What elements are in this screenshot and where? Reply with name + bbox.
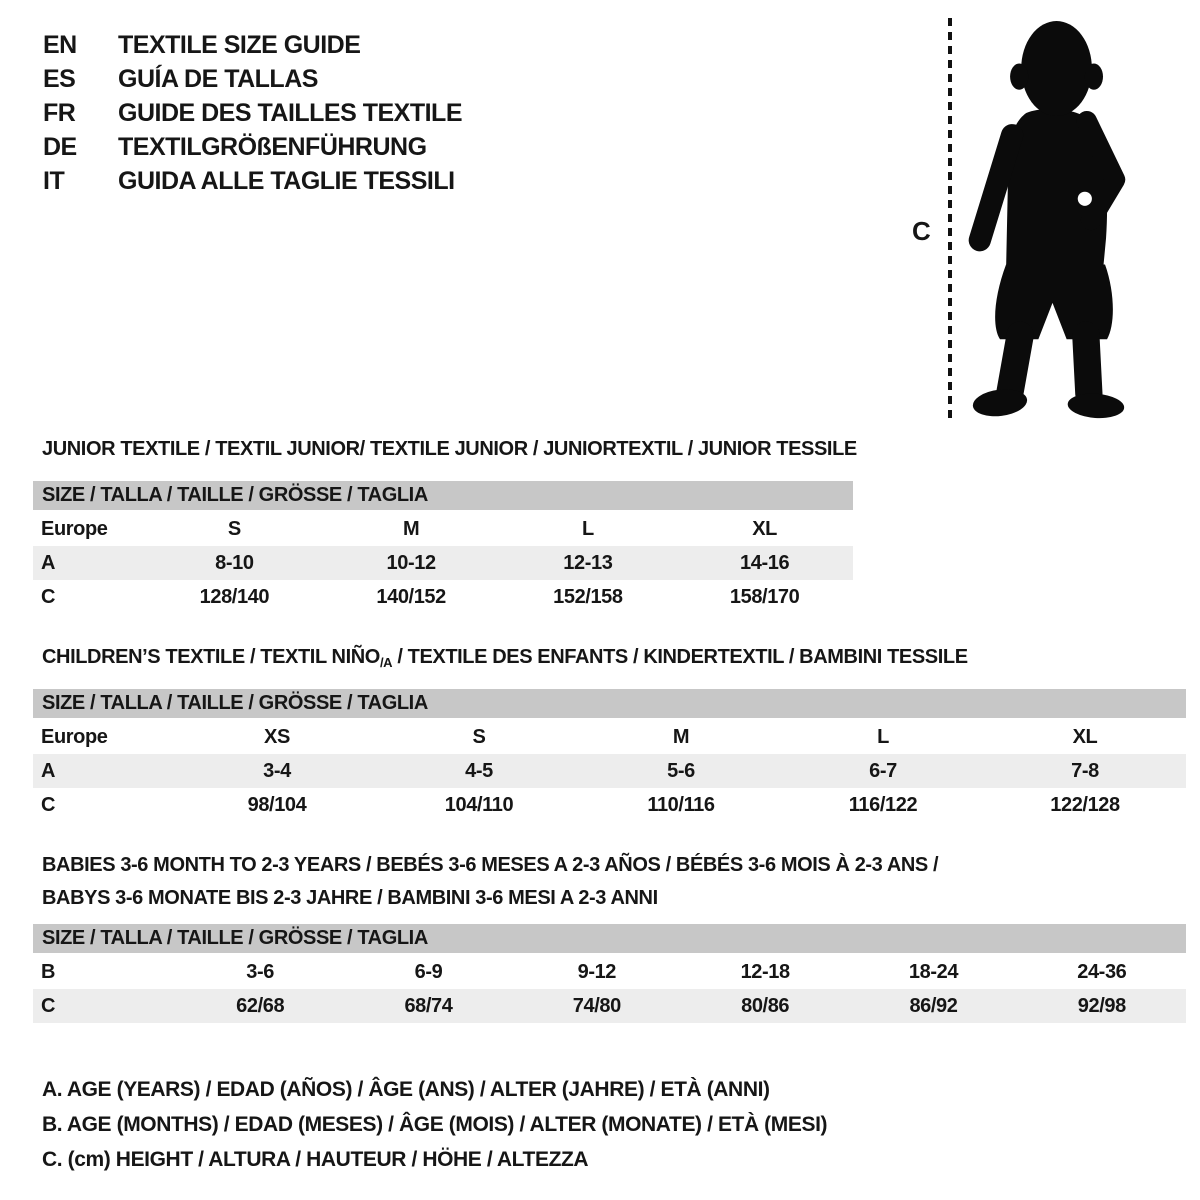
value-cell: L [877, 725, 889, 748]
size-header-bar: SIZE / TALLA / TAILLE / GRÖSSE / TAGLIA [33, 481, 853, 510]
language-row-fr [43, 96, 462, 130]
babies-size-table [33, 924, 1186, 1023]
language-code: IT [43, 167, 65, 195]
language-code: FR [43, 99, 76, 127]
row-label-cell: C [33, 989, 176, 1023]
table-row [33, 754, 1186, 788]
value-cell: 86/92 [849, 989, 1017, 1023]
language-row-en [43, 28, 462, 62]
value-cell: 140/152 [376, 585, 446, 608]
legend-line-c: C. (cm) HEIGHT / ALTURA / HAUTEUR / HÖHE / ALTEZZA [42, 1148, 589, 1171]
value-cell: 68/74 [344, 989, 512, 1023]
value-cell: 4-5 [378, 754, 580, 788]
value-cell: M [402, 517, 420, 540]
children-size-table [33, 689, 1186, 822]
value-cell: 104/110 [444, 793, 514, 816]
value-cell: 116/122 [848, 793, 918, 816]
language-title-list [43, 28, 462, 198]
children-title-sub: /A [379, 655, 393, 670]
language-code: ES [43, 65, 76, 93]
value-cell: XL [752, 517, 777, 540]
guide-title-en: TEXTILE SIZE GUIDE [118, 31, 361, 59]
row-label-cell: C [41, 793, 56, 816]
legend-line-b: B. AGE (MONTHS) / EDAD (MESES) / ÂGE (MOIS) / ALTER (MONATE) / ETÀ (MESI) [42, 1113, 828, 1136]
language-row-it [43, 164, 462, 198]
table-row [33, 546, 853, 580]
value-cell: 80/86 [681, 989, 849, 1023]
size-header-bar: SIZE / TALLA / TAILLE / GRÖSSE / TAGLIA [33, 689, 1186, 718]
row-label-cell: A [33, 754, 176, 788]
value-cell: 92/98 [1018, 989, 1186, 1023]
value-cell: 14-16 [676, 546, 853, 580]
value-cell: 122/128 [1050, 793, 1120, 816]
height-measure-dashed-line [948, 18, 952, 420]
guide-title-es: GUÍA DE TALLAS [118, 65, 318, 93]
value-cell: 12-18 [740, 960, 790, 983]
babies-section-title [42, 849, 938, 915]
junior-table [33, 512, 853, 614]
value-cell: 98/104 [247, 793, 307, 816]
value-cell: 6-9 [414, 960, 443, 983]
value-cell: S [227, 517, 241, 540]
language-row-de [43, 130, 462, 164]
babies-table [33, 955, 1186, 1023]
value-cell: L [581, 517, 594, 540]
language-code: DE [43, 133, 77, 161]
value-cell: 8-10 [146, 546, 323, 580]
value-cell: 3-4 [176, 754, 378, 788]
table-row [33, 720, 1186, 754]
table-row [33, 989, 1186, 1023]
measurement-legend [42, 1072, 827, 1177]
guide-title-it: GUIDA ALLE TAGLIE TESSILI [118, 167, 455, 195]
table-row [33, 512, 853, 546]
junior-section-title: JUNIOR TEXTILE / TEXTIL JUNIOR/ TEXTILE JUNIOR / JUNIORTEXTIL / JUNIOR TESSILE [42, 438, 857, 460]
legend-line-a: A. AGE (YEARS) / EDAD (AÑOS) / ÂGE (ANS) / ALTER (JAHRE) / ETÀ (ANNI) [42, 1078, 770, 1101]
value-cell: XL [1072, 725, 1098, 748]
value-cell: M [672, 725, 690, 748]
value-cell: 5-6 [580, 754, 782, 788]
height-measure-label: C [912, 216, 931, 246]
table-row [33, 580, 853, 614]
language-code: EN [43, 31, 77, 59]
guide-title-de: TEXTILGRÖßENFÜHRUNG [118, 133, 427, 161]
table-row [33, 788, 1186, 822]
value-cell: 7-8 [984, 754, 1186, 788]
value-cell: 24-36 [1077, 960, 1127, 983]
value-cell: XS [264, 725, 290, 748]
value-cell: 6-7 [782, 754, 984, 788]
value-cell: 62/68 [176, 989, 344, 1023]
value-cell: S [472, 725, 486, 748]
guide-title-fr: GUIDE DES TAILLES TEXTILE [118, 99, 463, 127]
value-cell: 158/170 [729, 585, 800, 608]
value-cell: 10-12 [323, 546, 500, 580]
value-cell: 74/80 [513, 989, 681, 1023]
size-header-bar: SIZE / TALLA / TAILLE / GRÖSSE / TAGLIA [33, 924, 1186, 953]
junior-size-table [33, 481, 853, 614]
babies-title-line-2: BABYS 3-6 MONATE BIS 2-3 JAHRE / BAMBINI 3-6 MESI A 2-3 ANNI [42, 887, 658, 909]
value-cell: 152/158 [553, 585, 623, 608]
value-cell: 110/116 [647, 793, 715, 816]
row-label-cell: A [33, 546, 146, 580]
table-row [33, 955, 1186, 989]
row-label-cell: B [41, 960, 56, 983]
babies-title-line-1: BABIES 3-6 MONTH TO 2-3 YEARS / BEBÉS 3-6 MESES A 2-3 AÑOS / BÉBÉS 3-6 MOIS À 2-3 ANS / [42, 854, 939, 876]
children-section-title [42, 646, 968, 669]
value-cell: 18-24 [908, 960, 959, 983]
value-cell: 9-12 [577, 960, 617, 983]
children-title-pre: CHILDREN’S TEXTILE / TEXTIL NIÑO [42, 646, 380, 668]
value-cell: 3-6 [246, 960, 275, 983]
value-cell: 12-13 [500, 546, 677, 580]
row-label-cell: C [41, 585, 56, 608]
value-cell: 128/140 [199, 585, 270, 608]
row-label-cell: Europe [41, 725, 108, 748]
language-row-es [43, 62, 462, 96]
children-table [33, 720, 1186, 822]
toddler-silhouette-icon [963, 16, 1141, 420]
children-title-post: / TEXTILE DES ENFANTS / KINDERTEXTIL / BAMBINI TESSILE [392, 646, 968, 668]
row-label-cell: Europe [41, 517, 108, 540]
